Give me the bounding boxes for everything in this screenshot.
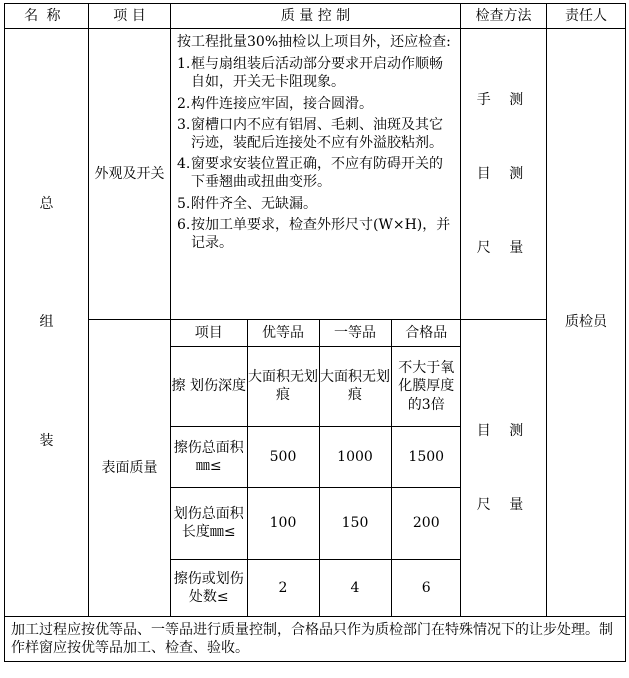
method-label: 尺 量: [476, 240, 531, 257]
list-item: 6. 按加工单要求，检查外形尺寸(W×H)，并记录。: [177, 216, 451, 251]
appearance-points: [177, 55, 454, 252]
method-label: 目 测: [476, 165, 531, 182]
surface-methods: [461, 320, 547, 617]
group-name-char: 装: [39, 432, 54, 449]
appearance-item-label: 外观及开关: [89, 29, 171, 320]
surface-grid-cell: [171, 320, 461, 617]
method-label: 手 测: [476, 91, 531, 108]
group-name-char: 总: [39, 196, 54, 213]
list-item: 3. 窗槽口内不应有铝屑、毛刺、油斑及其它污迹，装配后连接处不应有外溢胶粘剂。: [177, 116, 443, 151]
group-name-char: 组: [39, 314, 54, 331]
quality-table: [4, 3, 626, 662]
surface-item-label: 表面质量: [89, 320, 171, 617]
group-name-cell: [5, 29, 89, 617]
header-quality: 质 量 控 制: [171, 4, 461, 29]
table-cell: 100: [247, 487, 319, 559]
table-cell: 2: [247, 560, 319, 616]
list-item: 5. 附件齐全、无缺漏。: [177, 195, 317, 212]
appearance-intro: 按工程批量30%抽检以上项目外，还应检查:: [177, 34, 451, 50]
table-cell: 擦伤或划伤处数≤: [171, 560, 247, 616]
table-row: [171, 560, 461, 616]
footer-row: [5, 617, 626, 662]
header-owner: 责任人: [547, 4, 626, 29]
table-cell: 6: [391, 560, 461, 616]
table-row: [171, 427, 461, 487]
table-row: [171, 346, 461, 427]
appearance-row: [5, 29, 626, 320]
footer-note: 加工过程应按优等品、一等品进行质量控制，合格品只作为质检部门在特殊情况下的让步处理。制作样窗应按优等品加工、检查、验收。: [5, 617, 626, 662]
table-cell: 擦 划伤深度: [171, 346, 247, 427]
method-label: 目 测: [476, 422, 531, 439]
table-cell: 1000: [319, 427, 391, 487]
table-cell: 不大于氧化膜厚度的3倍: [391, 346, 461, 427]
table-cell: 1500: [391, 427, 461, 487]
column-header: 项目: [171, 320, 247, 346]
table-cell: 150: [319, 487, 391, 559]
table-cell: 200: [391, 487, 461, 559]
surface-row: [5, 320, 626, 617]
owner-cell: 质检员: [547, 29, 626, 617]
appearance-methods: [461, 29, 547, 320]
method-label: 尺 量: [476, 497, 531, 513]
surface-grid: [171, 320, 461, 616]
header-name: 名称: [5, 4, 89, 29]
list-item: 4. 窗要求安装位置正确，不应有防碍开关的下垂翘曲或扭曲变形。: [177, 156, 443, 191]
table-row: [171, 320, 461, 346]
column-header: 合格品: [391, 320, 461, 346]
list-item: 1. 框与扇组装后活动部分要求开启动作顺畅自如，开关无卡阻现象。: [177, 56, 443, 91]
column-header: 一等品: [319, 320, 391, 346]
table-cell: 大面积无划痕: [319, 346, 391, 427]
header-row: [5, 4, 626, 29]
table-cell: 500: [247, 427, 319, 487]
header-method: 检查方法: [461, 4, 547, 29]
header-item: 项 目: [89, 4, 171, 29]
table-row: [171, 487, 461, 559]
table-cell: 大面积无划痕: [247, 346, 319, 427]
appearance-criteria: [171, 29, 461, 320]
column-header: 优等品: [247, 320, 319, 346]
table-cell: 划伤总面积长度㎜≤: [171, 487, 247, 559]
table-cell: 4: [319, 560, 391, 616]
table-cell: 擦伤总面积㎜≤: [171, 427, 247, 487]
list-item: 2. 构件连接应牢固，接合圆滑。: [177, 95, 373, 112]
